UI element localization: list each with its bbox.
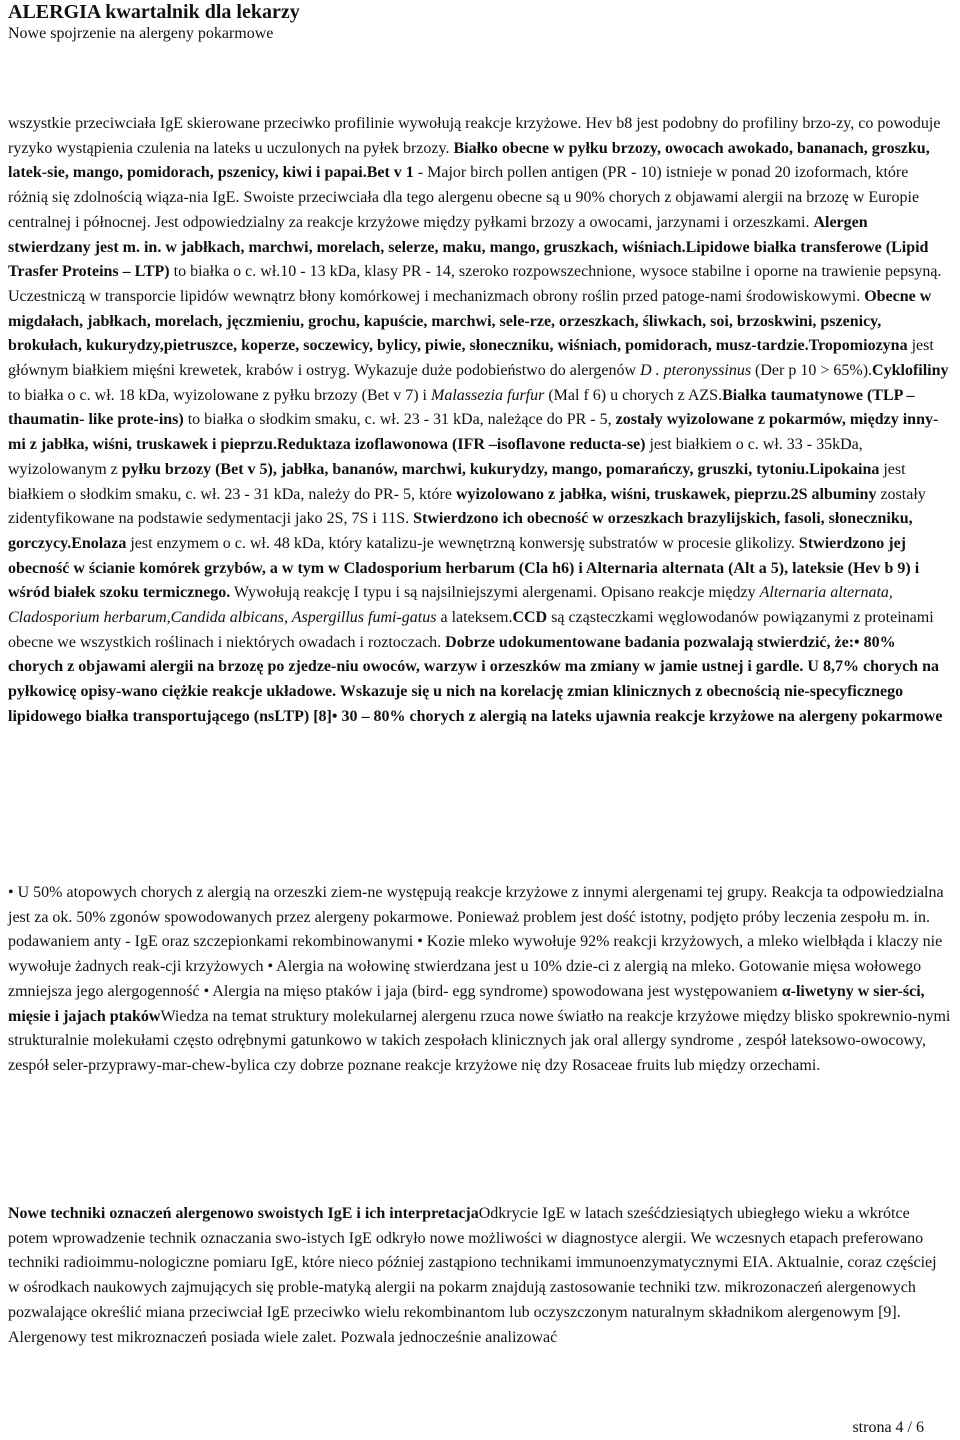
bold-text-run: Tropomiozyna (808, 337, 908, 355)
text-run: Odkrycie IgE w latach sześćdziesiątych ubiegłego wieku a wkrótce potem wprowadzenie technik oznaczania swo-istych IgE odkryło nowe możliwości w diagnostyce alergii. We wczesnych etapach preferowano techniki radioimmu-nologiczne pomiaru IgE, które nieco później zastąpiono technikami immunoenzymatycznymi EIA. Aktualnie, coraz częściej w ośrodkach naukowych zajmujących się proble-matyką alergii na pokarm znajdują zastosowanie techniki tzw. mikrozonaczeń alergenowych pozwalające określić miana przeciwciał IgE przeciwko wielu rekombinantom lub oczyszczonym naturalnym składnikom alergenowym [9]. Alergenowy test mikroznaczeń posiada wiele zalet. Pozwala jednocześnie analizować (8, 1205, 937, 1346)
bold-text-run: α-liwetyny w sier-ści, mięsie i jajach ptaków (8, 982, 925, 1025)
bold-text-run: Alergen stwierdzany jest m. in. w jabłkach, marchwi, morelach, selerze, maku, mango, gruszkach, wiśniach. (8, 213, 868, 256)
bold-text-run: Nowe techniki oznaczeń alergenowo swoistych IgE i ich interpretacja (8, 1205, 479, 1222)
bold-text-run: Białka taumatynowe (TLP – thaumatin- like prote-ins) (8, 386, 915, 429)
text-run: Wiedza na temat struktury molekularnej alergenu rzuca nowe światło na reakcje krzyżowe między blisko spokrewnio-nymi strukturalnie molekułami często odrębnymi gatunkowo w takich zespołach klinicznych jak oral allergy syndrome , zespół lateksowo-owocowy, zespół seler-przyprawy-mar-chew-bylica czy dobrze poznane reakcje krzyżowe nię dzy Rosaceae fruits lub między orzechami. (8, 1007, 951, 1074)
bold-text-run: Lipidowe białka transferowe (Lipid Trasfer Proteins – LTP) (8, 238, 929, 281)
text-run: - Major birch pollen antigen (PR - 10) istnieje w ponad 20 izoformach, które różnią się zdolnością wiąza-nia IgE. Swoiste przeciwciała dla tego alergenu obecne są u 90% chorych z objawami alergii na brzozę w Europie centralnej i północnej. Jest odpowiedzialny za reakcje krzyżowe między pyłkami brzozy a owocami, jarzynami i orzeszkami. (8, 164, 920, 231)
text-run: są cząsteczkami węglowodanów powiązanymi z proteinami obecne we wszystkich roślinach i niektórych owadach i roztoczach. (8, 609, 934, 651)
paragraph (8, 1202, 952, 1350)
bold-text-run: 2S albuminy (790, 485, 877, 503)
text-run: (Der p 10 > 65%). (751, 362, 873, 380)
text-run: to białka o c. wł. 18 kDa, wyizolowane z pyłku brzozy (Bet v 7) i (8, 386, 431, 404)
bold-text-run: zostały wyizolowane z pokarmów, między inny-mi z jabłka, wiśni, truskawek i pieprzu. (8, 411, 939, 454)
bold-text-run: Stwierdzono ich obecność w orzeszkach brazylijskich, fasoli, słoneczniku, gorczycy. (8, 510, 913, 552)
text-run: a lateksem. (436, 609, 513, 627)
bold-text-run: Reduktaza izoflawonowa (IFR –isoflavone reducta-se) (276, 436, 646, 454)
text-run: jest głównym białkiem mięśni krewetek, krabów i ostryg. Wykazuje duże podobieństwo do alergenów (8, 337, 934, 380)
page-header (8, 0, 948, 44)
text-run: jest białkiem o słodkim smaku, c. wł. 23 - 31 kDa, należy do PR- 5, które (8, 460, 906, 503)
paragraph (8, 112, 952, 730)
italic-text-run: Malassezia furfur (431, 386, 545, 404)
text-run: wszystkie przeciwciała IgE skierowane przeciwko profilinie wywołują reakcje krzyżowe. Hev b8 jest podobny do profiliny brzo-zy, co powoduje ryzyko wystąpienia czulenia na lateks u uczulonych na pyłek brzozy. (8, 115, 941, 157)
bold-text-run: Enolaza (71, 534, 127, 552)
text-run: to białka o słodkim smaku, c. wł. 23 - 31 kDa, należące do PR - 5, (183, 411, 616, 429)
article-body-section-1 (8, 112, 952, 730)
journal-title: ALERGIA kwartalnik dla lekarzy (8, 1, 300, 23)
italic-text-run: Alternaria alternata, Cladosporium herbarum,Candida albicans, Aspergillus fumi-gatus (8, 584, 893, 627)
text-run: to białka o c. wł.10 - 13 kDa, klasy PR - 14, szeroko rozpowszechnione, wysoce stabilne i oporne na trawienie pepsyną. Uczestniczą w transporcie lipidów wewnątrz błony komórkowej i mechanizmach obrony roślin przed patoge-nami środowiskowymi. (8, 263, 942, 305)
bold-text-run: Białko obecne w pyłku brzozy, owocach awokado, bananach, groszku, latek-sie, mango, pomidorach, pszenicy, kiwi i papai. (8, 139, 930, 182)
text-run: jest białkiem o c. wł. 33 - 35kDa, wyizolowanym z (8, 436, 863, 478)
text-run: • U 50% atopowych chorych z alergią na orzeszki ziem-ne występują reakcje krzyżowe z innymi alergenami tej grupy. Reakcja ta odpowiedzialna jest za ok. 50% zgonów spowodowanych przez alergeny pokarmowe. Ponieważ problem jest dość istotny, podjęto próby leczenia zespołu m. in. podawaniem anty - IgE oraz szczepionkami rekombinowanymi • Kozie mleko wywołuje 92% reakcji krzyżowych, a mleko wielbłąda i klaczy nie wywołuje żadnych reak-cji krzyżowych • Alergia na wołowinę stwierdzana jest u 10% dzie-ci z alergią na mleko. Gotowanie mięsa wołowego zmniejsza jego alergogenność • Alergia na mięso ptaków i jaja (bird- egg syndrome) spowodowana jest występowaniem (8, 884, 944, 1000)
bold-text-run: Cyklofiliny (872, 362, 949, 380)
paragraph (8, 881, 952, 1079)
text-run: Wywołują reakcję I typu i są najsilniejszymi alergenami. Opisano reakcje między (230, 584, 760, 602)
text-run: (Mal f 6) u chorych z AZS. (544, 386, 723, 404)
bold-text-run: CCD (512, 609, 548, 627)
bold-text-run: Obecne w migdałach, jabłkach, morelach, jęczmieniu, grochu, kapuście, marchwi, sele-rze, orzeszkach, śliwkach, soi, brzoskwini, pszenicy, brokułach, kukurydzy,pietruszce, koperze, soczewicy, bylicy, piwie, słoneczniku, wiśniach, pomidorach, musz-tardzie. (8, 287, 932, 355)
text-run: zostały zidentyfikowane na podstawie sedymentacji jako 2S, 7S i 11S. (8, 485, 926, 528)
page-number: strona 4 / 6 (852, 1419, 924, 1436)
bold-text-run: wyizolowano z jabłka, wiśni, truskawek, pieprzu. (455, 485, 791, 503)
bold-text-run: Lipokaina (809, 460, 880, 478)
article-body-section-2 (8, 881, 952, 1079)
text-run: jest enzymem o c. wł. 48 kDa, który katalizu-je wewnętrzną konwersję substratów w procesie glikolizy. (126, 534, 799, 552)
bold-text-run: Bet v 1 (366, 164, 414, 182)
italic-text-run: D . pteronyssinus (640, 362, 752, 380)
bold-text-run: pyłku brzozy (Bet v 5), jabłka, bananów, marchwi, kukurydzy, mango, pomarańczy, gruszki, tytoniu. (121, 460, 810, 478)
bold-text-run: Dobrze udokumentowane badania pozwalają stwierdzić, że:• 80% chorych z objawami alergii na brzozę po zjedze-niu owoców, warzyw i orzeszków ma zmiany w jamie ustnej i gardle. U 8,7% chorych na pyłkowicę opisy-wano ciężkie reakcje układowe. Wskazuje się u nich na korelację zmian klinicznych z obecnością nie-specyficznego lipidowego białka transportującego (nsLTP) [8]• 30 – 80% chorych z alergią na lateks ujawnia reakcje krzyżowe na alergeny pokarmowe (8, 633, 943, 725)
bold-text-run: Stwierdzono jej obecność w ścianie komórek grzybów, a w tym w Cladosporium herbarum (Cla h6) i Alternaria alternata (Alt a 5), lateksie (Hev b 9) i wśród białek szoku termicznego. (8, 534, 920, 602)
article-body-section-3 (8, 1202, 952, 1350)
article-title: Nowe spojrzenie na alergeny pokarmowe (8, 25, 274, 42)
